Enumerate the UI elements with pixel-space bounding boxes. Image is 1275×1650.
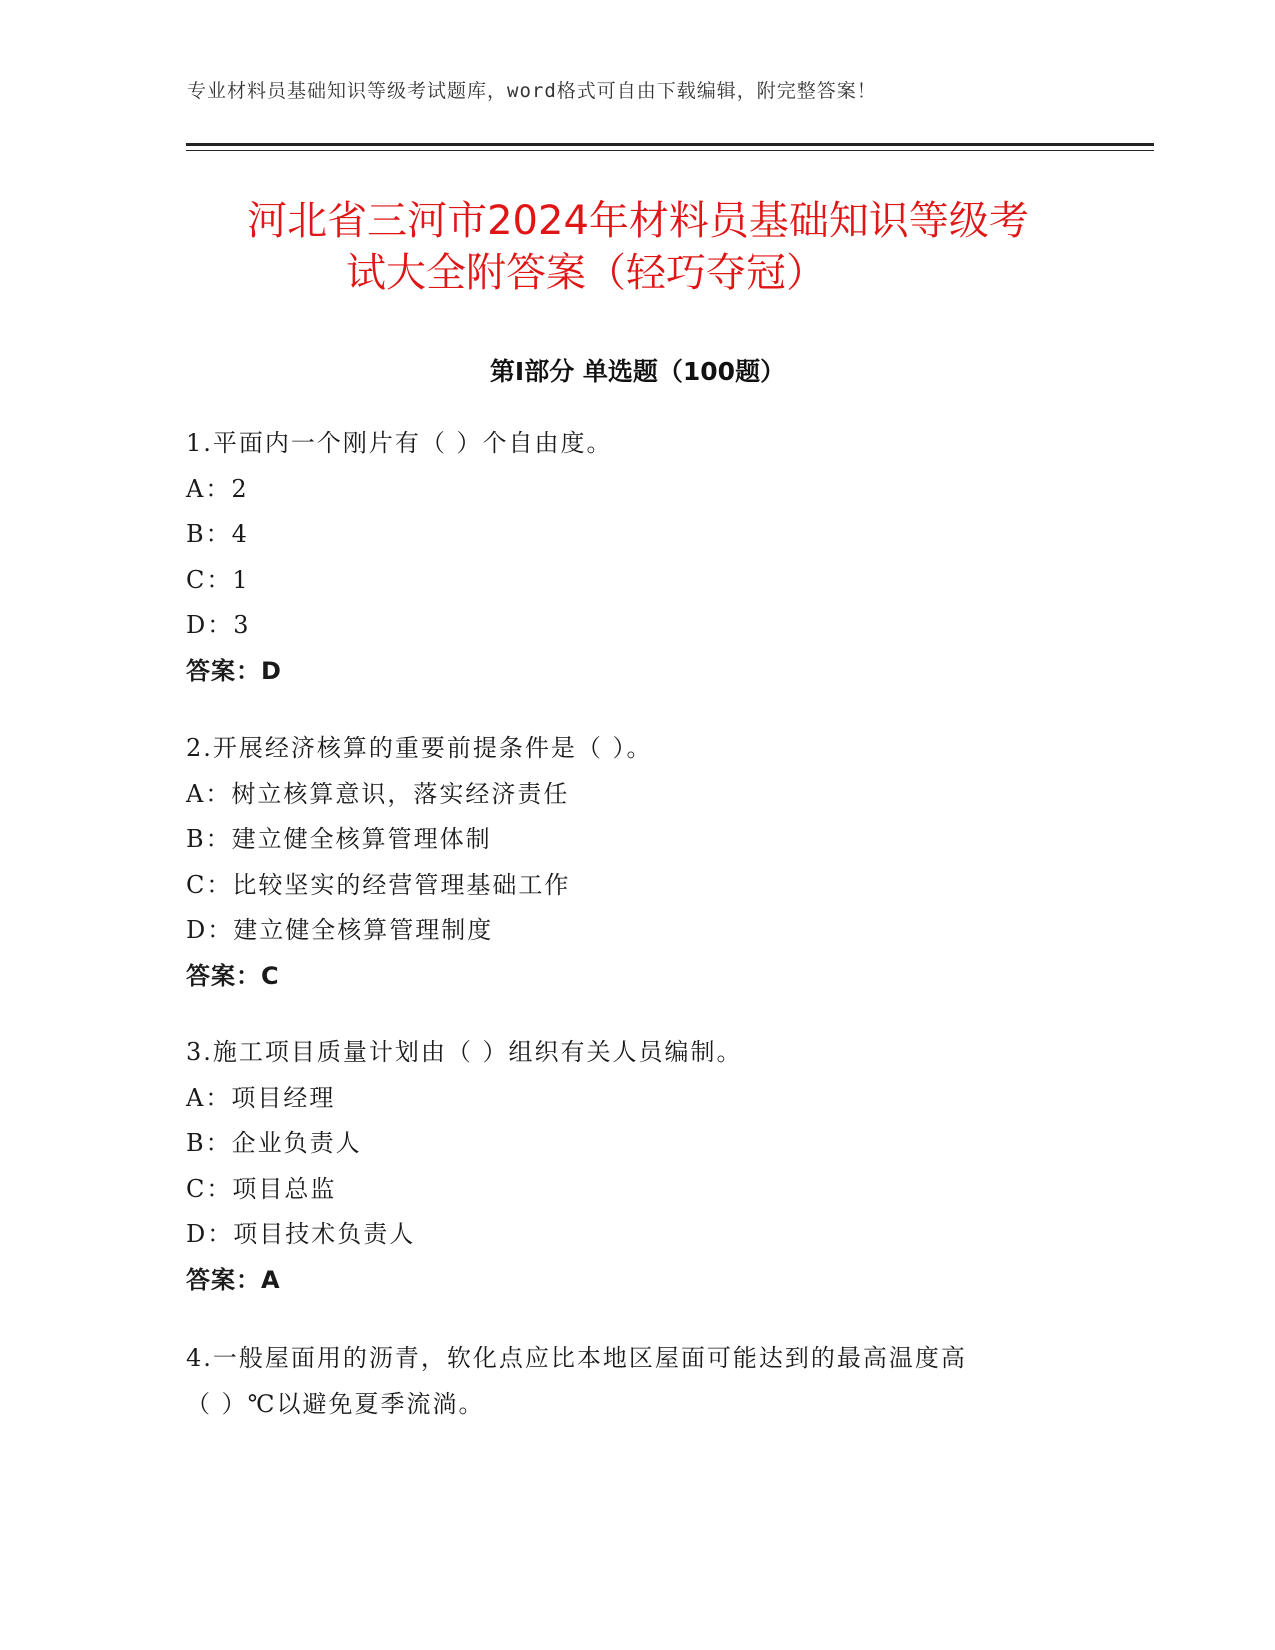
option-a: A：2 [186, 474, 249, 503]
question-1 [186, 421, 1086, 694]
title-line-1: 河北省三河市2024年材料员基础知识等级考 [247, 198, 1029, 244]
question-2 [186, 726, 1086, 999]
header-rule-thin [186, 150, 1154, 151]
option-c: C：比较坚实的经营管理基础工作 [186, 870, 571, 899]
option-d: D：建立健全核算管理制度 [186, 916, 494, 944]
option-c: C：项目总监 [186, 1174, 337, 1203]
option-d: D：3 [186, 611, 251, 639]
option-d: D：项目技术负责人 [186, 1220, 416, 1248]
answer: 答案：C [186, 961, 280, 990]
question-3 [186, 1030, 1086, 1303]
question-stem: 2.开展经济核算的重要前提条件是（ ）。 [186, 734, 653, 762]
title-line-2: 试大全附答案（轻巧夺冠） [346, 250, 826, 296]
section-heading: 第Ⅰ部分 单选题（100题） [489, 357, 786, 386]
option-c: C：1 [186, 565, 250, 594]
option-a: A：项目经理 [186, 1083, 336, 1112]
question-stem: 1.平面内一个刚片有（ ）个自由度。 [186, 429, 613, 457]
answer: 答案：A [186, 1265, 281, 1294]
option-b: B：企业负责人 [186, 1129, 362, 1157]
document-title [186, 195, 1090, 299]
option-b: B：4 [186, 520, 249, 548]
header-note: 专业材料员基础知识等级考试题库，word格式可自由下载编辑，附完整答案！ [187, 80, 877, 102]
question-stem-continued: （ ）℃以避免夏季流淌。 [186, 1389, 485, 1418]
header-rule-thick [186, 143, 1154, 146]
answer: 答案：D [186, 656, 282, 685]
question-4 [186, 1336, 1086, 1427]
option-b: B：建立健全核算管理体制 [186, 825, 492, 853]
question-stem: 4.一般屋面用的沥青，软化点应比本地区屋面可能达到的最高温度高 [186, 1344, 967, 1372]
question-stem: 3.施工项目质量计划由（ ）组织有关人员编制。 [186, 1038, 743, 1066]
option-a: A：树立核算意识，落实经济责任 [186, 779, 570, 808]
